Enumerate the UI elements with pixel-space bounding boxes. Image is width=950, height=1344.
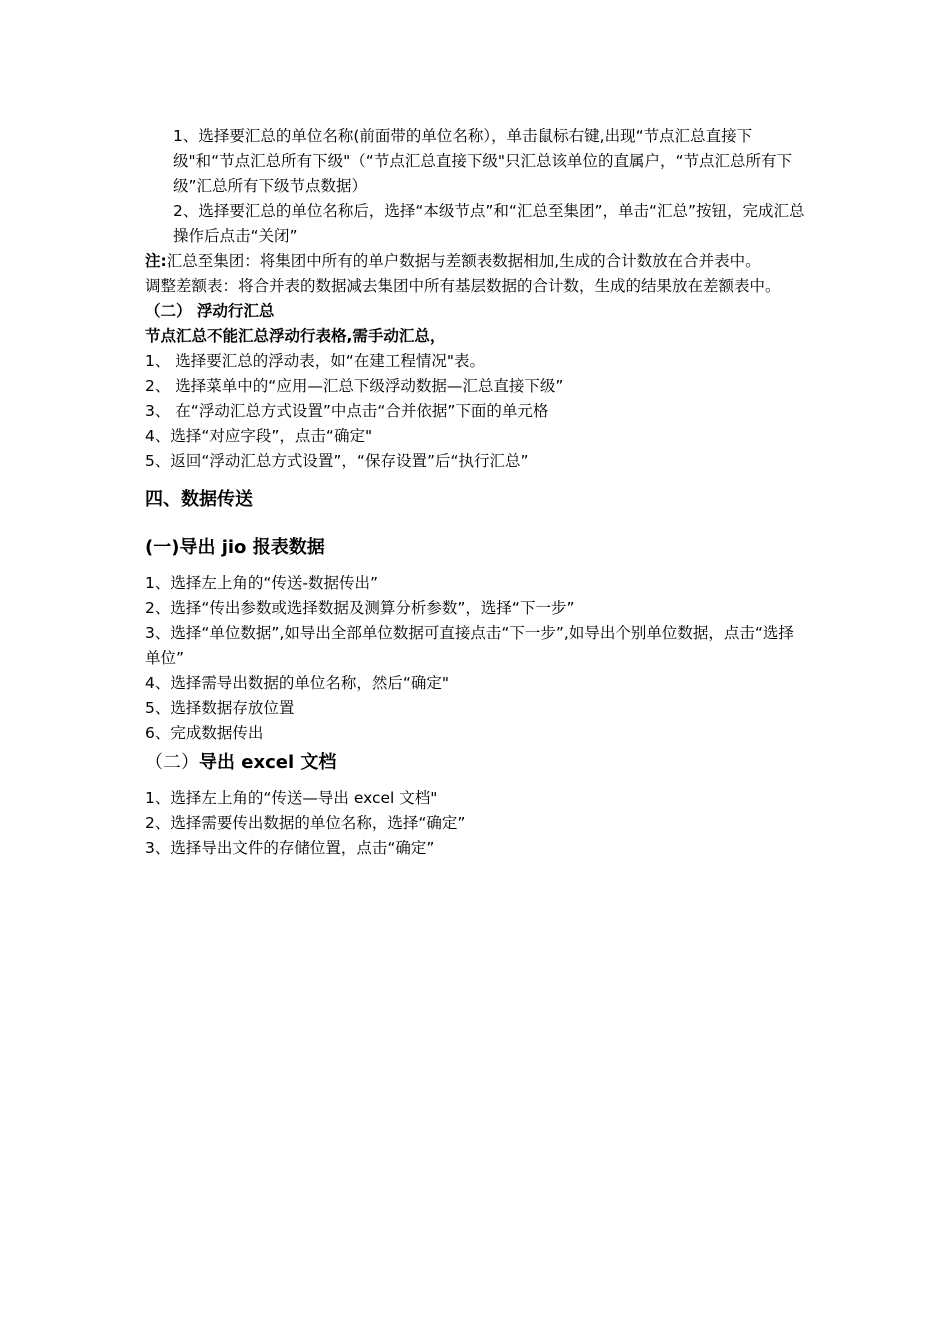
list-item: 1、选择左上角的“传送—导出 excel 文档" [145,789,438,807]
document-page [145,124,809,861]
list-item: 3、 在“浮动汇总方式设置”中点击“合并依据”下面的单元格 [145,402,549,420]
paragraph-step-2: 2、选择要汇总的单位名称后，选择“本级节点”和“汇总至集团”，单击“汇总”按钮，完成汇总操作后点击“关闭” [173,202,805,245]
subsection-title-export-jio: (一)导出 jio 报表数据 [145,537,325,558]
subsection-title-export-excel [145,750,809,776]
list-item: 2、 选择菜单中的“应用—汇总下级浮动数据—汇总直接下级” [145,377,564,395]
float-section-note: 节点汇总不能汇总浮动行表格,需手动汇总， [145,327,446,345]
list-item: 5、返回“浮动汇总方式设置”，“保存设置”后“执行汇总” [145,452,529,470]
list-item: 5、选择数据存放位置 [145,699,295,717]
note-text: 汇总至集团：将集团中所有的单户数据与差额表数据相加,生成的合计数放在合并表中。 [166,252,761,270]
list-item: 3、选择“单位数据”,如导出全部单位数据可直接点击“下一步”,如导出个别单位数据，点击“选择单位” [145,624,794,667]
subsection-title-main: 导出 excel 文档 [199,752,337,773]
list-item: 2、选择需要传出数据的单位名称，选择“确定” [145,814,466,832]
list-item: 1、 选择要汇总的浮动表，如“在建工程情况"表。 [145,352,485,370]
paragraph-adjust: 调整差额表：将合并表的数据减去集团中所有基层数据的合计数，生成的结果放在差额表中。 [145,277,781,295]
float-section-title: （二） 浮动行汇总 [145,302,275,320]
list-item: 4、选择需导出数据的单位名称，然后“确定" [145,674,450,692]
subsection-title-prefix: （二） [145,752,199,773]
list-item: 6、完成数据传出 [145,724,264,742]
note-label: 注: [145,252,167,270]
list-item: 3、选择导出文件的存储位置，点击“确定” [145,839,435,857]
list-item: 1、选择左上角的“传送-数据传出” [145,574,379,592]
list-item: 2、选择“传出参数或选择数据及测算分析参数”，选择“下一步” [145,599,575,617]
note-paragraph [145,249,809,274]
paragraph-step-1: 1、选择要汇总的单位名称(前面带的单位名称），单击鼠标右键,出现“节点汇总直接下级"和“节点汇总所有下级"（“节点汇总直接下级"只汇总该单位的直属户，“节点汇总所有下级”汇总所有下级节点数据） [173,127,792,195]
section-title-data-transfer: 四、数据传送 [145,489,253,510]
list-item: 4、选择“对应字段”，点击“确定" [145,427,373,445]
